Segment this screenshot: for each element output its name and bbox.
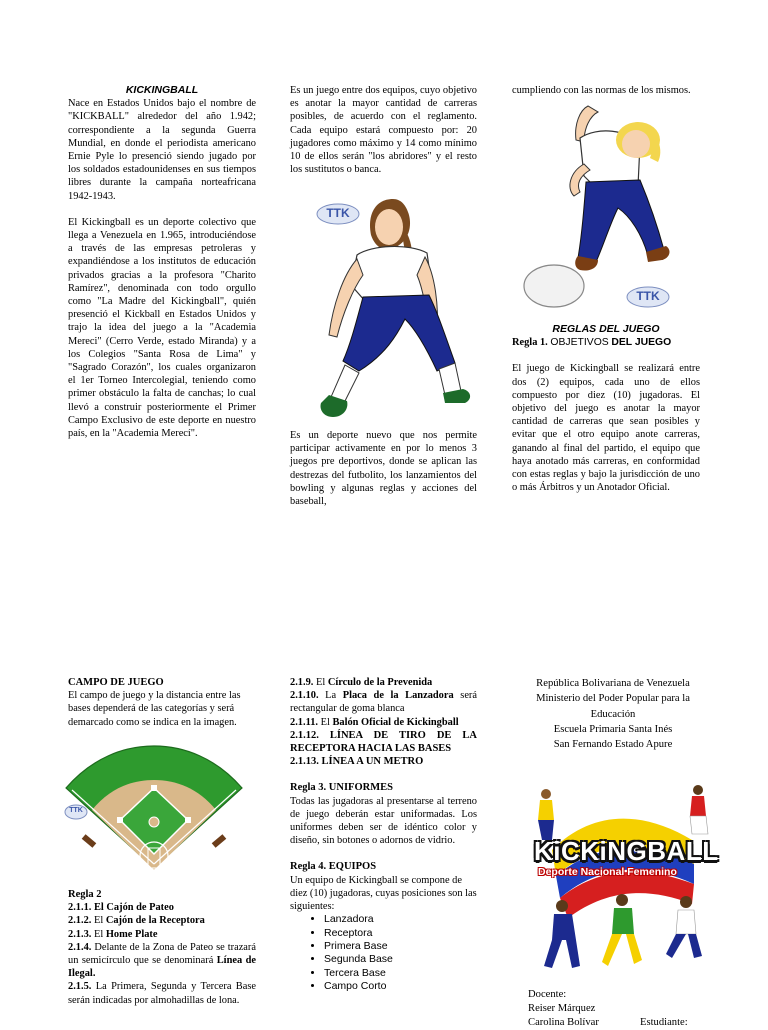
column-description	[290, 84, 477, 176]
column-rules-2	[512, 323, 700, 494]
rule-2-1-10	[290, 689, 477, 715]
rule-text: será rectangular de goma blanca	[290, 690, 478, 715]
rule-2-1-11	[290, 716, 477, 729]
rule-1-label: Regla 1.	[512, 337, 548, 349]
rules-title: REGLAS DEL JUEGO	[552, 323, 660, 335]
cover-line-school: Escuela Primaria Santa Inés	[553, 723, 673, 735]
origin-paragraph: Nace en Estados Unidos bajo el nombre de "KICKBALL" alrededor del año 1.942; correspondiente a la segunda Guerra Mundial, en donde el periodista americano Ernie Pyle lo presenció siendo jugado por los soldados estadounidenses en sus tiempos libres durante la campaña norteafricana 1942-1943.	[68, 98, 256, 202]
field-paragraph: El campo de juego y la distancia entre las bases dependerá de las categorías y será demarcado como se indica en la imagen.	[68, 690, 241, 728]
field-title: CAMPO DE JUEGO	[68, 677, 164, 688]
rule-2-1-13: 2.1.13. LÍNEA A UN METRO	[290, 756, 424, 768]
docente-label: Docente:	[528, 989, 567, 1000]
rule-number: 2.1.11.	[290, 716, 319, 728]
column-rules	[512, 84, 699, 97]
rule-text: El	[316, 677, 326, 688]
venezuela-paragraph: El Kickingball es un deporte colectivo que llega a Venezuela en 1.965, introduciéndose a través de las empresas petroleras y expandiéndose a los institutos de educación privados gracias a la profesora "Charito Ramírez", denominada con todo orgullo como "La Madre del Kickingball", quién presenció el Kickball en Estados Unidos y trajo la idea del juego a la "Academia Mereci" (Cerro Verde, estado Miranda) y a los Colegios "Santa Rosa de Lima" y "Sagrado Corazón", los cuales organizaron el 1er Torneo Intercolegial, teniendo como primer obstáculo la falta de canchas; lo cual llevó a construir posteriormente el Primer Campo Exclusivo de este deporte en nuestro país, en la "Academia Merecí".	[68, 216, 256, 440]
students-line	[528, 1016, 708, 1030]
kickingball-cover-artwork	[522, 780, 712, 980]
position-item: • Segunda Base	[324, 953, 477, 966]
game-description-paragraph: Es un juego entre dos equipos, cuyo objetivo es anotar la mayor cantidad de carreras posibles, de acuerdo con el reglamento. Cada equipo estará compuesto por: 20 jugadores como máximo y 14 como mínimo 10 de ellos serán "los abridores" y el resto los sustitutos o banca.	[290, 85, 477, 176]
rule-2-1-4	[68, 941, 256, 981]
playing-field-diagram	[62, 744, 246, 874]
column-cover	[518, 676, 708, 752]
cover-line-country: República Bolivariana de Venezuela	[536, 678, 690, 689]
ttk-logo-text: TTK	[636, 289, 660, 303]
rule-2-1-1	[68, 901, 256, 914]
rule-number: 2.1.10.	[290, 690, 319, 702]
column-rules-continued	[290, 676, 477, 994]
cover-logo-subtitle: Deporte Nacional Femenino	[538, 866, 677, 878]
uniforms-paragraph: Todas las jugadoras al presentarse al terreno de juego deberán estar uniformadas. Los uniformes deben ser de idéntico color y diseño, sin botones o adornos de vidrio.	[290, 795, 477, 847]
ttk-logo-text: TTK	[69, 807, 83, 814]
rule-2-1-5	[68, 980, 256, 1006]
rule-text: Delante de la Zona de Pateo se trazará un semicírculo que se denominará	[68, 941, 256, 967]
rule-2-1-12: 2.1.12. LÍNEA DE TIRO DE LA RECEPTORA HACIA LAS BASES	[290, 729, 477, 755]
rule-text-bold: Círculo de la Prevenida	[327, 677, 433, 688]
rule-2-1-3	[68, 928, 256, 941]
column-field-rules	[68, 888, 256, 1007]
cover-logo-title: KiCKiNGBALL	[534, 836, 719, 866]
rule-3-heading: Regla 3. UNIFORMES	[290, 782, 393, 794]
kickingball-title: KICKINGBALL	[125, 84, 199, 96]
position-item: • Lanzadora	[324, 913, 477, 926]
rule-1-heading	[512, 336, 700, 349]
rule-1-title-b: DEL JUEGO	[611, 337, 672, 349]
ttk-logo-3	[64, 804, 88, 820]
continued-text: cumpliendo con las normas de los mismos.	[512, 85, 691, 96]
rule-number: 2.1.4.	[68, 941, 92, 953]
rule-number: 2.1.5.	[68, 981, 92, 993]
rule-text: El Cajón de Pateo	[94, 902, 174, 914]
rule-text-bold: Línea de Ilegal.	[68, 955, 256, 980]
position-item: • Tercera Base	[324, 967, 477, 980]
ttk-logo-2	[626, 286, 670, 308]
rule-text-bold: Placa de la Lanzadora	[342, 690, 454, 702]
rule-text: La	[325, 690, 337, 702]
rule-1-title-a: OBJETIVOS	[550, 337, 609, 349]
rule-number: 2.1.1.	[68, 902, 92, 914]
positions-list	[290, 913, 477, 993]
rule-text: El	[94, 928, 104, 940]
position-item: • Receptora	[324, 927, 477, 940]
rule-text: El	[320, 716, 330, 728]
ttk-logo-text: TTK	[326, 206, 350, 220]
objective-paragraph: El juego de Kickingball se realizará entre dos (2) equipos, cada uno de ellos compuesto por diez (10) jugadoras. El objetivo del juego es anotar la mayor cantidad de carreras que sean posibles y evitar que el otro equipo anote carreras, ganando al final del partido, el equipo que haya anotado más carreras, en conformidad con estas reglas y bajo la jurisdicción de uno o más Árbitros y un Anotador Oficial.	[512, 363, 700, 494]
rule-text: El	[94, 915, 104, 927]
rule-number: 2.1.3.	[68, 928, 92, 940]
cover-logo	[534, 836, 718, 879]
position-item: • Primera Base	[324, 940, 477, 953]
rule-4-heading: Regla 4. EQUIPOS	[290, 861, 377, 873]
column-description-2	[290, 429, 477, 508]
rule-2-1-9	[290, 676, 477, 689]
kicker-girl-illustration	[518, 100, 678, 310]
rule-text-bold: Cajón de la Receptora	[105, 915, 205, 927]
teams-paragraph: Un equipo de Kickingball se compone de diez (10) jugadoras, cuyas posiciones son las siguientes:	[290, 874, 477, 913]
students-label: Estudiante:	[640, 1017, 688, 1028]
column-history	[68, 84, 256, 440]
fielder-girl-illustration	[305, 195, 475, 425]
position-item: • Campo Corto	[324, 980, 477, 993]
student-name-cut: Carolina Bolívar	[528, 1017, 599, 1028]
rule-2-1-2	[68, 914, 256, 927]
rule-text: La Primera, Segunda y Tercera Base serán indicadas por almohadillas de lona.	[68, 981, 256, 1006]
rule-text-bold: Balón Oficial de Kickingball	[332, 716, 459, 728]
rule-number: 2.1.9.	[290, 677, 314, 688]
column-field	[68, 676, 256, 729]
cover-line-ministry: Ministerio del Poder Popular para la Educación	[536, 693, 690, 720]
rule-2-heading: Regla 2	[68, 889, 102, 900]
rule-text-bold: Home Plate	[105, 928, 158, 940]
new-sport-paragraph: Es un deporte nuevo que nos permite participar activamente en por lo menos 3 juegos pre deportivos, donde se aplican las destrezas del futbolito, los lanzamientos del bowling y algunas reglas y acciones del baseball,	[290, 430, 477, 508]
cover-line-city: San Fernando Estado Apure	[553, 739, 673, 751]
rule-number: 2.1.2.	[68, 915, 92, 927]
docente-name: Reiser Márquez	[528, 1003, 596, 1014]
